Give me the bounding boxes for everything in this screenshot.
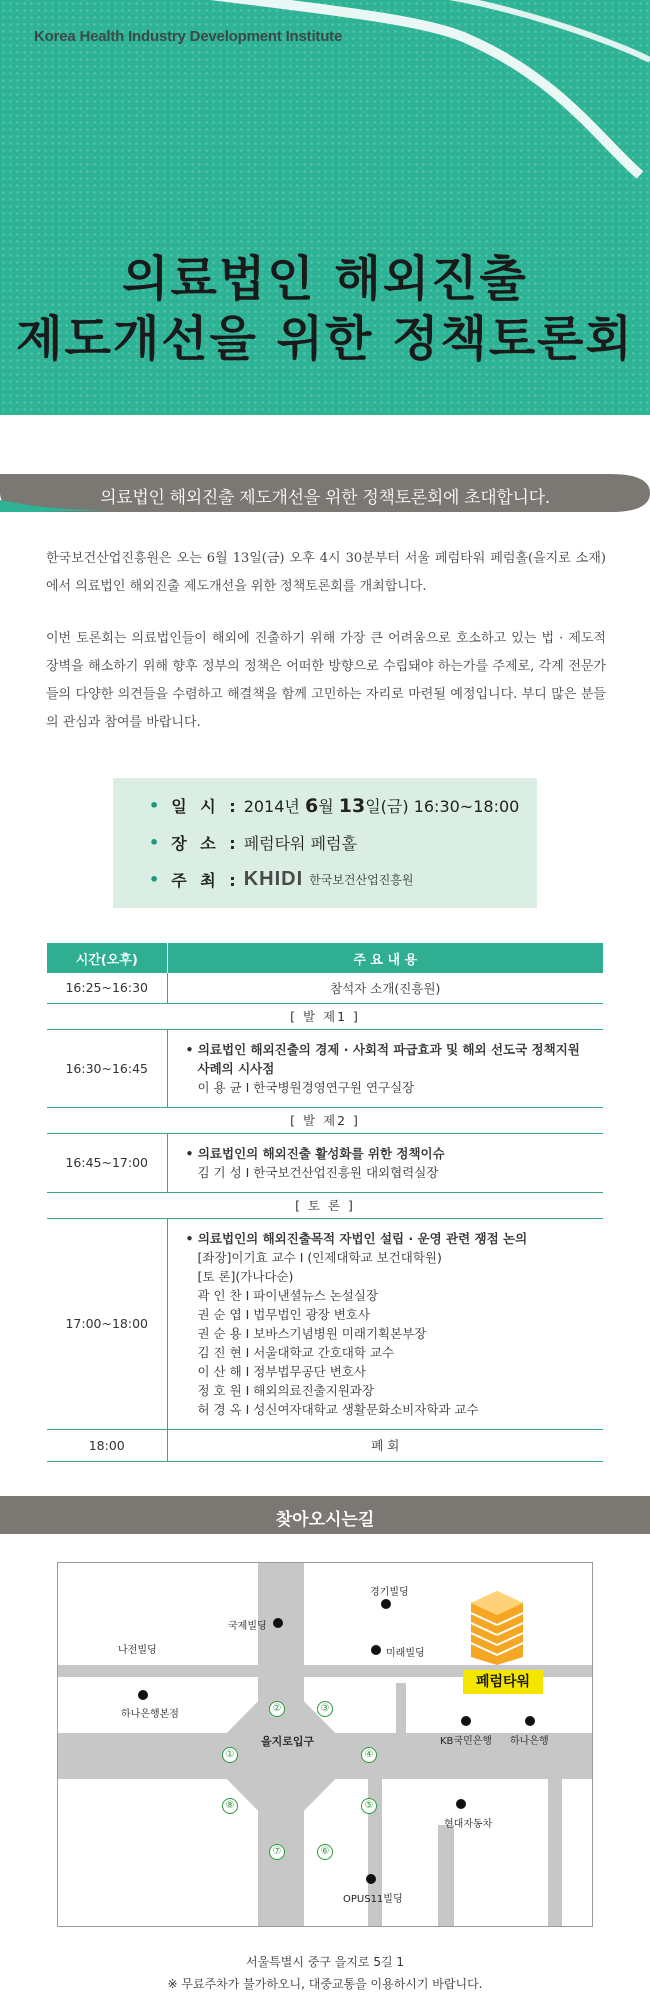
exit-3: ③ [317,1701,333,1717]
label-hana-hq: 하나은행본점 [121,1709,179,1720]
row-content [167,1218,603,1429]
section-row [47,1107,603,1133]
label-hyundai: 현대자동차 [444,1819,493,1830]
date-value [244,794,520,817]
speaker: 이 용 균 I 한국병원경영연구원 연구실장 [197,1079,415,1095]
panel-line: 허 경 옥 I 성신여자대학교 생활문화소비자학과 교수 [197,1401,479,1417]
row-content: 참석자 소개(진흥원) [167,973,603,1003]
page-title-line2: 제도개선을 위한 정책토론회 [16,311,634,367]
header-time: 시간(오후) [47,943,167,973]
table-row [47,1429,603,1461]
panel-line: 정 호 원 I 해외의료진출지원과장 [197,1382,375,1398]
label-kb: KB국민은행 [440,1736,493,1747]
table-header-row [47,943,603,973]
marker-icon [461,1716,471,1726]
row-time: 17:00~18:00 [47,1218,167,1429]
marker-icon [525,1716,535,1726]
date-time: 일(금) 16:30~18:00 [365,797,520,816]
date-day: 13 [338,795,366,817]
table-row [47,1218,603,1429]
speaker: 김 기 성 I 한국보건산업진흥원 대외협력실장 [197,1164,439,1180]
header-content: 주 요 내 용 [167,943,603,973]
parking-note: ※ 무료주차가 불가하오니, 대중교통을 이용하시기 바랍니다. [167,1977,483,1991]
exit-1: ① [222,1747,238,1763]
khidi-logo: KHIDI [243,868,304,890]
marker-icon [366,1874,376,1884]
row-time: 16:25~16:30 [47,973,167,1003]
label-gyeonggi: 경기빌딩 [370,1587,409,1598]
table-row [47,1029,603,1107]
section-row [47,1003,603,1029]
address-text: 서울특별시 중구 을지로 5길 1 [245,1955,405,1969]
topic-title-cont: 사례의 시사점 [197,1060,275,1076]
host-name: 한국보건산업진흥원 [309,873,414,887]
invitation-heading: 의료법인 해외진출 제도개선을 위한 정책토론회에 초대합니다. [100,488,550,508]
topic-title: • 의료법인의 해외진출목적 자법인 설립 · 운영 관련 쟁점 논의 [185,1230,528,1246]
row-content [167,1133,603,1192]
panel-line: 곽 인 찬 I 파이낸셜뉴스 논설실장 [197,1287,379,1303]
section-label: [ 발 제1 ] [47,1003,603,1029]
row-content [167,1029,603,1107]
exit-8: ⑧ [222,1798,238,1814]
topic-title: • 의료법인의 해외진출 활성화를 위한 정책이슈 [185,1145,445,1161]
directions-heading: 찾아오시는길 [275,1510,375,1530]
topic-title: • 의료법인 해외진출의 경제 · 사회적 파급효과 및 해외 선도국 정책지원 [185,1041,580,1057]
date-month: 6 [304,795,319,817]
row-time: 18:00 [47,1429,167,1461]
org-name: Korea Health Industry Development Institute [34,28,343,45]
marker-icon [456,1799,466,1809]
date-month-unit: 월 [318,797,334,816]
marker-icon [381,1599,391,1609]
schedule-table [47,943,603,1462]
invitation-paragraph-2: 이번 토론회는 의료법인들이 해외에 진출하기 위해 가장 큰 어려움으로 호소하고 있는 법 · 제도적 장벽을 해소하기 위해 향후 정부의 정책은 어떠한 방향으로 수립돼야 하는가를 주제로, 각계 전문가들의 다양한 의견들을 수렴하고 해결책을 함께 고민하는 자리로 마련될 예정입니다. 부디 많은 분들의 관심과 참여를 바랍니다. [46,631,606,730]
section-label: [ 토 론 ] [47,1192,603,1218]
date-label: 일 시 : [171,797,240,816]
label-hana: 하나은행 [510,1736,549,1747]
row-content: 폐 회 [167,1429,603,1461]
exit-4: ④ [361,1747,377,1763]
marker-icon [138,1690,148,1700]
exit-2: ② [269,1701,285,1717]
ferum-tower-label: 페럼타워 [463,1670,543,1694]
invitation-heading-bar [0,474,650,512]
table-row [47,1133,603,1192]
panel-line: 이 산 해 I 정부법무공단 변호사 [197,1363,366,1379]
place-label: 장 소 : [171,834,240,853]
marker-icon [371,1645,381,1655]
info-host-row [149,868,413,891]
row-time: 16:30~16:45 [47,1029,167,1107]
building-icon [471,1591,523,1665]
event-info-box [113,778,537,908]
row-time: 16:45~17:00 [47,1133,167,1192]
station-label: 을지로입구 [261,1735,315,1748]
bullet-icon: • [149,796,160,815]
info-date-row [149,794,519,817]
section-row [47,1192,603,1218]
bullet-icon: • [149,870,160,889]
directions-heading-bar [0,1496,650,1534]
panel-line: 김 진 현 I 서울대학교 간호대학 교수 [197,1344,395,1360]
place-value: 페럼타워 페럼홀 [243,834,357,853]
label-mirae: 미래빌딩 [386,1648,425,1659]
info-place-row [149,831,357,854]
panel-line: [토 론](가나다순) [197,1268,294,1284]
marker-icon [273,1618,283,1628]
label-najeon: 나전빌딩 [118,1645,157,1656]
bullet-icon: • [149,833,160,852]
page-title-line1: 의료법인 해외진출 [122,251,528,307]
exit-5: ⑤ [361,1798,377,1814]
panel-line: 권 순 용 I 보바스기념병원 미래기획본부장 [197,1325,427,1341]
label-gukje: 국제빌딩 [228,1621,267,1632]
hero-banner [0,0,650,415]
table-row [47,973,603,1003]
exit-6: ⑥ [317,1844,333,1860]
location-map [57,1562,593,1927]
label-opus: OPUS11빌딩 [343,1894,403,1905]
host-label: 주 최 : [171,871,240,890]
panel-line: 권 순 엽 I 법무법인 광장 변호사 [197,1306,370,1322]
section-label: [ 발 제2 ] [47,1107,603,1133]
date-year: 2014년 [243,797,300,816]
exit-7: ⑦ [269,1844,285,1860]
invitation-paragraph-1: 한국보건산업진흥원은 오는 6월 13일(금) 오후 4시 30분부터 서울 페럼타워 페럼홀(을지로 소재)에서 의료법인 해외진출 제도개선을 위한 정책토론회를 개최합니다. [46,551,606,594]
panel-line: [좌장]이기효 교수 I (인제대학교 보건대학원) [197,1249,442,1265]
